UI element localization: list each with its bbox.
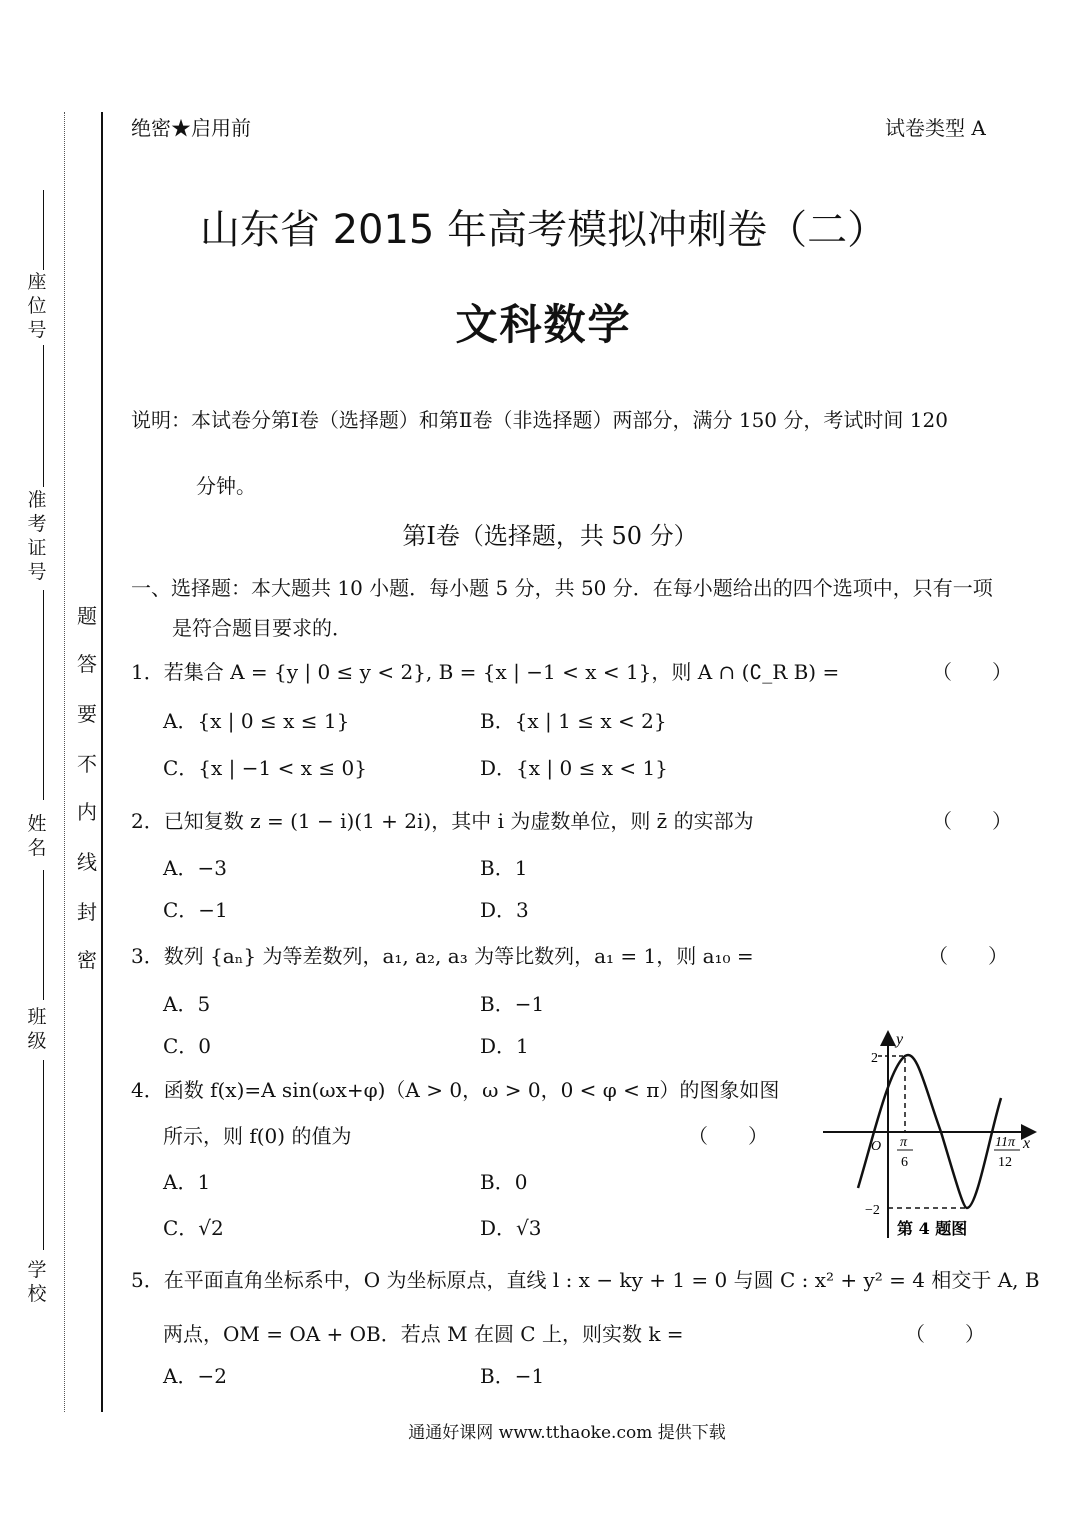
question-4-option-b: B．0	[480, 1170, 528, 1194]
question-3-stem: 3．数列 {aₙ} 为等差数列，a₁, a₂, a₃ 为等比数列，a₁ = 1，则 a₁₀ =	[131, 944, 754, 968]
question-4-sine-graph	[815, 1028, 1045, 1248]
exam-id-label: 准考证号	[27, 489, 47, 583]
question-4-option-c: C．√2	[163, 1216, 224, 1240]
seat-number-label: 座位号	[27, 271, 47, 341]
max-value-label: 2	[871, 1051, 878, 1066]
question-4-answer-paren: （ ）	[688, 1124, 768, 1148]
seal-char-1: 题	[77, 604, 97, 628]
question-3-option-d: D．1	[480, 1034, 529, 1058]
question-1-option-a: A．{x | 0 ≤ x ≤ 1}	[163, 709, 350, 733]
question-2-option-d: D．3	[480, 898, 529, 922]
question-4-option-d: D．√3	[480, 1216, 542, 1240]
question-3-answer-paren: （ ）	[928, 944, 1008, 968]
x-axis-label: x	[1023, 1135, 1031, 1152]
question-4-stem-line2: 所示，则 f(0) 的值为	[163, 1124, 352, 1148]
question-3-option-c: C．0	[163, 1034, 212, 1058]
exam-note-line1: 说明：本试卷分第Ⅰ卷（选择题）和第Ⅱ卷（非选择题）两部分，满分 150 分，考试时间 120	[131, 408, 948, 432]
seal-char-3: 要	[77, 702, 97, 726]
exam-note-line2: 分钟。	[196, 474, 256, 498]
seal-char-4: 不	[77, 752, 97, 776]
page-footer: 通通好课网 www.tthaoke.com 提供下载	[408, 1423, 726, 1443]
origin-label: O	[871, 1139, 882, 1154]
section-title: 第Ⅰ卷（选择题，共 50 分）	[402, 522, 698, 550]
question-5-stem-line1: 5．在平面直角坐标系中，O 为坐标原点，直线 l : x − ky + 1 = 0 与圆 C : x² + y² = 4 相交于 A, B	[131, 1268, 1040, 1292]
class-underline	[43, 1060, 44, 1250]
question-1-option-d: D．{x | 0 ≤ x < 1}	[480, 756, 668, 780]
question-1-stem: 1．若集合 A = {y | 0 ≤ y < 2}, B = {x | −1 < x < 1}，则 A ∩ (∁_R B) =	[131, 660, 840, 684]
name-label: 姓名	[27, 813, 47, 859]
exam-id-underline-2	[43, 590, 44, 800]
eleven-pi-over-12-numerator: 11π	[995, 1135, 1015, 1150]
question-2-option-c: C．−1	[163, 898, 228, 922]
question-5-stem-line2: 两点，OM = OA + OB．若点 M 在圆 C 上，则实数 k =	[163, 1322, 684, 1346]
eleven-pi-over-12-denominator: 12	[998, 1155, 1012, 1170]
question-3-option-a: A．5	[163, 992, 211, 1016]
question-4-stem-line1: 4．函数 f(x)=A sin(ωx+φ)（A > 0，ω > 0，0 < φ < π）的图象如图	[131, 1078, 780, 1102]
seal-char-8: 密	[77, 948, 97, 972]
question-5-option-b: B．−1	[480, 1364, 545, 1388]
seal-char-6: 线	[77, 850, 97, 874]
question-3-option-b: B．−1	[480, 992, 545, 1016]
question-2-answer-paren: （ ）	[932, 809, 1012, 833]
seal-char-2: 答	[77, 652, 97, 676]
page-title: 山东省 2015 年高考模拟冲刺卷（二）	[199, 207, 888, 253]
question-1-option-b: B．{x | 1 ≤ x < 2}	[480, 709, 667, 733]
page-subtitle: 文科数学	[455, 300, 632, 349]
seal-char-7: 封	[77, 900, 97, 924]
school-label: 学校	[27, 1259, 47, 1305]
name-underline	[43, 870, 44, 1000]
pi-over-6-denominator: 6	[901, 1155, 908, 1170]
question-1-option-c: C．{x | −1 < x ≤ 0}	[163, 756, 367, 780]
confidential-header: 绝密★启用前	[131, 116, 251, 140]
question-1-answer-paren: （ ）	[932, 660, 1012, 684]
instructions-line1: 一、选择题：本大题共 10 小题．每小题 5 分，共 50 分．在每小题给出的四个选项中，只有一项	[131, 576, 993, 600]
question-5-option-a: A．−2	[163, 1364, 227, 1388]
figure-caption: 第 4 题图	[897, 1219, 968, 1238]
seat-number-underline-2	[43, 345, 44, 470]
exam-id-underline	[43, 462, 44, 487]
question-2-option-b: B．1	[480, 856, 528, 880]
question-2-stem: 2．已知复数 z = (1 − i)(1 + 2i)，其中 i 为虚数单位，则 z̄ 的实部为	[131, 809, 754, 833]
min-value-label: −2	[865, 1203, 880, 1218]
instructions-line2: 是符合题目要求的．	[172, 616, 352, 640]
question-4-option-a: A．1	[163, 1170, 211, 1194]
y-axis-label: y	[896, 1031, 904, 1048]
question-5-answer-paren: （ ）	[905, 1322, 985, 1346]
pi-over-6-numerator: π	[900, 1135, 908, 1150]
question-2-option-a: A．−3	[163, 856, 227, 880]
class-label: 班级	[27, 1006, 47, 1052]
paper-type-header: 试卷类型 A	[885, 116, 986, 140]
seal-char-5: 内	[77, 800, 97, 824]
